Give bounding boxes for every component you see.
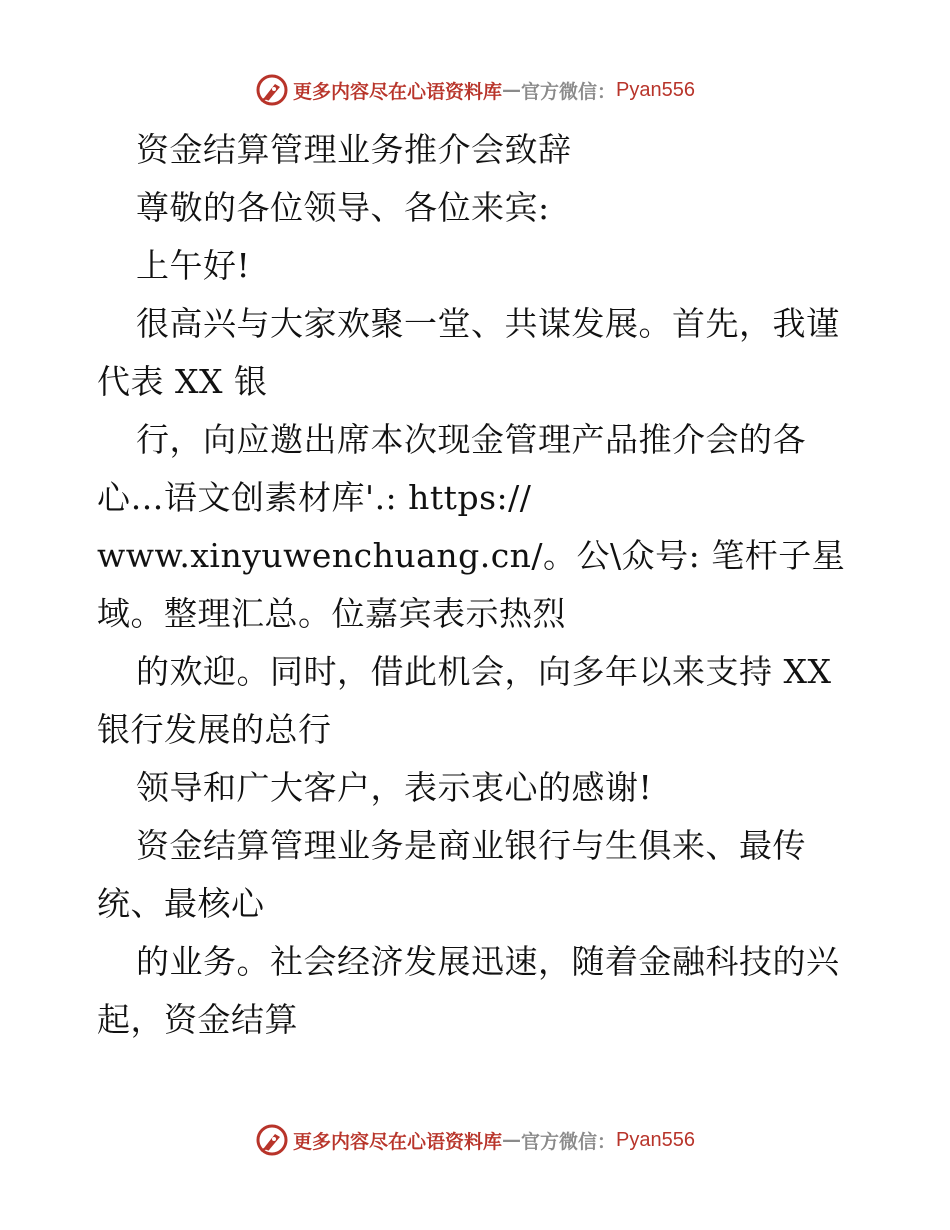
paragraph-line: 资金结算管理业务是商业银行与生俱来、最传 (136, 826, 806, 865)
paragraph-line: 银行发展的总行 (97, 710, 332, 749)
banner-lead-text: 更多内容尽在心语资料库 (293, 1130, 503, 1153)
paragraph-line: 领导和广大客户，表示衷心的感谢! (136, 768, 653, 807)
paragraph-line: 统、最核心 (97, 884, 265, 923)
pen-nib-logo-icon (255, 1123, 289, 1157)
banner-official-label: 官方微信： (521, 1130, 617, 1153)
paragraph-line: 的欢迎。同时，借此机会，向多年以来支持 XX (136, 652, 832, 691)
paragraph-line: 代表 XX 银 (97, 362, 268, 401)
header-banner (0, 72, 950, 108)
document-body (97, 121, 897, 1049)
banner-dash: — (502, 1129, 522, 1151)
footer-banner (0, 1122, 950, 1158)
banner-wechat-id: Pyan556 (616, 1128, 695, 1151)
banner-lead-text: 更多内容尽在心语资料库 (293, 80, 503, 103)
pen-nib-logo-icon (255, 73, 289, 107)
paragraph-line: 域。整理汇总。位嘉宾表示热烈 (97, 594, 566, 633)
paragraph-line: www.xinyuwenchuang.cn/。公\众号: 笔杆子星 (97, 536, 846, 575)
banner-official-label: 官方微信： (521, 80, 617, 103)
banner-wechat-id: Pyan556 (616, 78, 695, 101)
paragraph-line: 的业务。社会经济发展迅速，随着金融科技的兴 (136, 942, 840, 981)
paragraph-line: 起，资金结算 (97, 1000, 298, 1039)
greeting: 上午好! (136, 246, 251, 285)
paragraph-line: 行，向应邀出席本次现金管理产品推介会的各 (136, 420, 806, 459)
paragraph-line: 很高兴与大家欢聚一堂、共谋发展。首先，我谨 (136, 304, 840, 343)
salutation: 尊敬的各位领导、各位来宾: (136, 188, 550, 227)
banner-dash: — (502, 79, 522, 101)
paragraph-line: 心…语文创素材库'.: https:// (97, 478, 532, 517)
doc-title: 资金结算管理业务推介会致辞 (136, 130, 572, 169)
